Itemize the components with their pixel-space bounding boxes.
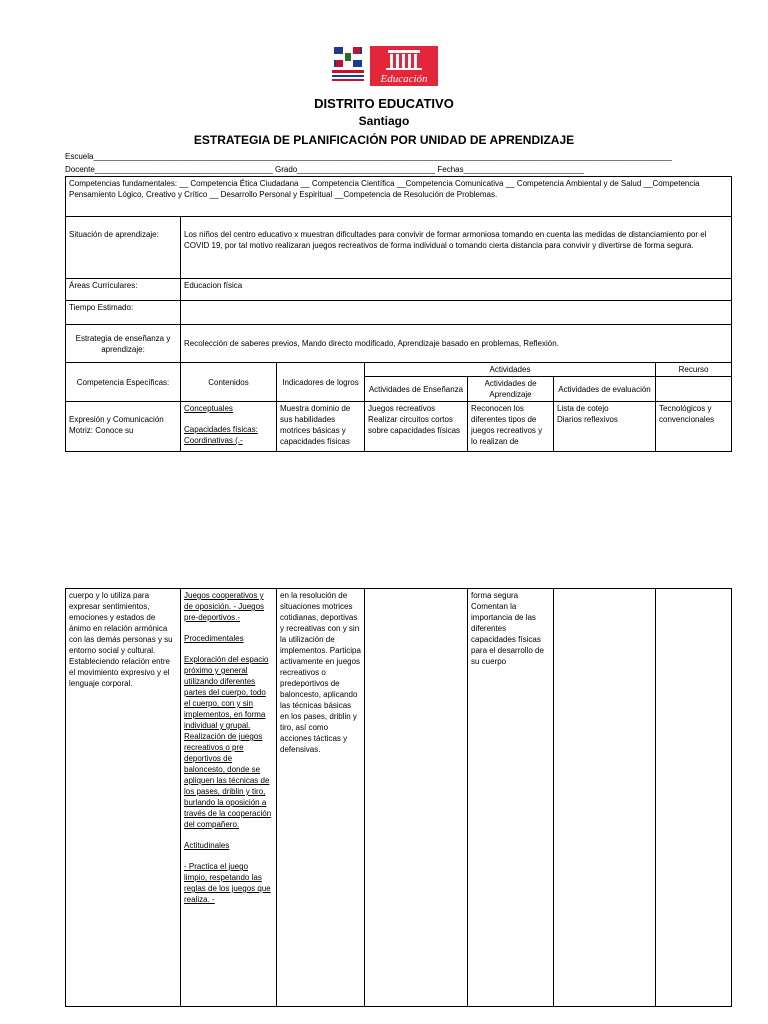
areas-value: Educacion física [181,279,732,301]
p1-recurso: Tecnológicos y convencionales [656,402,732,452]
areas-label: Áreas Curriculares: [66,279,181,301]
tiempo-value [181,301,732,325]
header-recurso: Recurso [656,363,732,377]
minerd-logo [330,44,438,86]
p1-indicadores: Muestra dominio de sus habilidades motrices básicas y capacidades físicas [277,402,365,452]
competencias-fundamentales: Competencias fundamentales: __ Competencia Ética Ciudadana __ Competencia Científica __Competencia Comunicativa __ Competencia Ambiental y de Salud __Competencia Pensamiento Lógico, Creativo y Crítico __ Desarrollo Personal y Espiritual __Competencia de Resolución de Problemas. [66,177,732,217]
p1-ensenanza: Juegos recreativos Realizar circuitos cortos sobre capacidades físicas [365,402,468,452]
header-evaluacion: Actividades de evaluación [554,377,656,402]
header-contenidos: Contenidos [181,363,277,402]
p2-actitudinales: Actitudinales [184,841,230,850]
p1-evaluacion: Lista de cotejo Diarios reflexivos [554,402,656,452]
situacion-value: Los niños del centro educativo x muestran dificultades para convivir de formar armoniosa tomando en cuenta las medidas de distanciamiento por el COVID 19, por tal motivo realizaran juegos recreativos de forma individual o tomando cierta distancia para convivir y divertirse de forma segura. [181,217,732,279]
docente-line[interactable]: Docente________________________________________ Grado_______________________________ Fechas___________________________ [65,165,584,174]
page-subtitle: Santiago [358,114,410,128]
planning-table-page1 [65,176,732,452]
planning-table-page2 [65,588,732,1007]
header-actividades: Actividades [365,363,656,377]
tiempo-label: Tiempo Estimado: [66,301,181,325]
header-aprendizaje: Actividades de Aprendizaje [468,377,554,402]
p1-contenidos-conceptuales: Conceptuales [184,404,233,413]
p2-procedimentales: Procedimentales [184,634,244,643]
p2-competencia: cuerpo y lo utiliza para expresar sentimientos, emociones y estados de ánimo en relación armónica con las demás personas y su entorno social y cultural. Estableciendo relación entre el movimiento expresivo y el lenguaje corporal. [66,589,181,1007]
p2-contenidos [181,589,277,1007]
page-heading: ESTRATEGIA DE PLANIFICACIÓN POR UNIDAD DE APRENDIZAJE [193,133,575,147]
header-ensenanza: Actividades de Enseñanza [365,377,468,402]
p2-evaluacion [554,589,656,1007]
p2-realizacion: Realización de juegos recreativos o pre deportivos de baloncesto, donde se apliquen las técnicas de los pases, driblin y tiro, burlando la oposición a través de la cooperación del compañero. [184,732,272,829]
p2-practica: - Practica el juego limpio, respetando las reglas de los juegos que realiza. - [184,862,271,904]
header-competencia: Competencia Específicas: [66,363,181,402]
estrategia-label: Estrategia de enseñanza y aprendizaje: [66,325,181,363]
p2-recurso [656,589,732,1007]
logo-text: Educación [380,73,428,85]
p2-indicadores: en la resolución de situaciones motrices cotidianas, deportivas y recreativas con y sin la utilización de implementos. Participa activamente en juegos recreativos o predeportivos de baloncesto, aplicando las técnicas básicas en los pases, driblin y tiro, así como acciones tácticas y defensivas. [277,589,365,1007]
escuela-line[interactable]: Escuela__________________________________________________________________________________________________________________________________ [65,152,672,161]
estrategia-value: Recolección de saberes previos, Mando directo modificado, Aprendizaje basado en problemas, Reflexión. [181,325,732,363]
p2-exploracion: Exploración del espacio próximo y general utilizando diferentes partes del cuerpo, todo el cuerpo, con y sin implementos, en forma individual y grupal. [184,655,269,730]
situacion-label: Situación de aprendizaje: [66,217,181,279]
header-indicadores: Indicadores de logros [277,363,365,402]
page-title: DISTRITO EDUCATIVO [314,96,454,111]
p1-aprendizaje: Reconocen los diferentes tipos de juegos recreativos y lo realizan de [468,402,554,452]
p1-contenidos [181,402,277,452]
p2-juegos: Juegos cooperativos y de oposición. - Juegos pre-deportivos.- [184,591,265,622]
p2-ensenanza [365,589,468,1007]
p1-contenidos-capacidades: Capacidades físicas: Coordinativas (.- [184,425,258,445]
header-recurso-blank [656,377,732,402]
p1-competencia: Expresión y Comunicación Motriz: Conoce su [66,402,181,452]
p2-aprendizaje: forma segura Comentan la importancia de las diferentes capacidades físicas para el desarrollo de su cuerpo [468,589,554,1007]
